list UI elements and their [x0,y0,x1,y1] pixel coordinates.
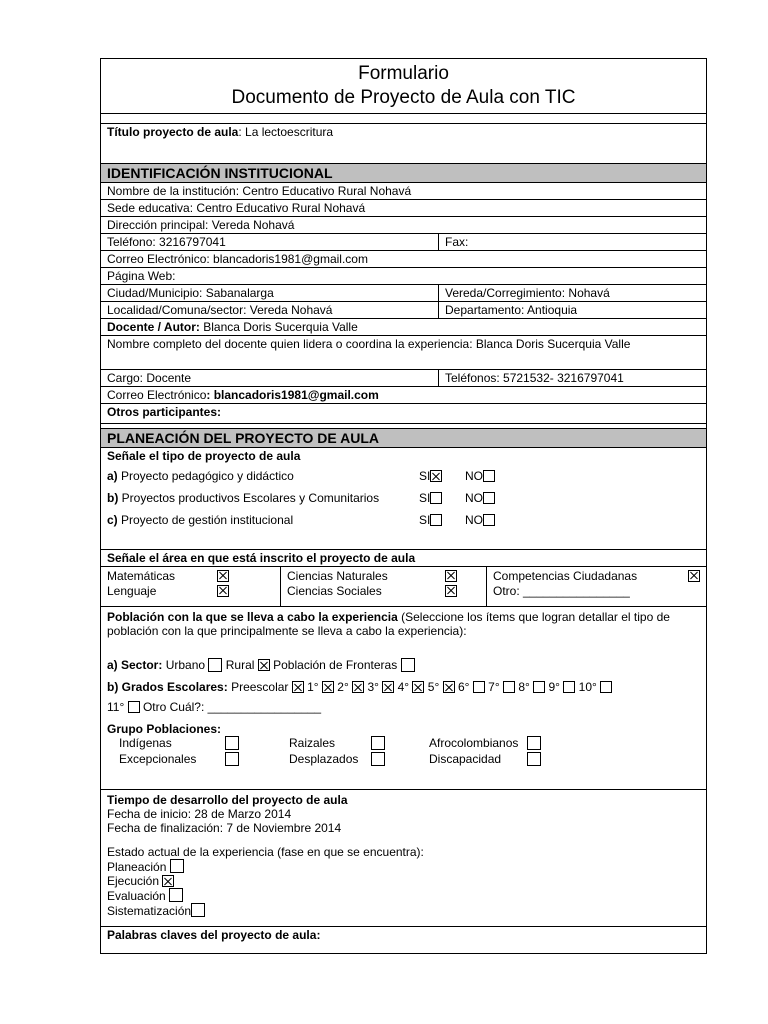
palabras-row [101,927,706,953]
area-otro: Otro: ________________ [493,583,630,598]
grado-5-checkbox[interactable] [443,681,455,693]
grado-6-label: 6° [457,680,470,694]
ciudadanas-checkbox[interactable] [688,570,700,582]
ciudad-vereda-row [101,285,706,302]
tiempo-block [101,790,706,927]
grupo-grid [107,736,700,766]
fecha-inicio: Fecha de inicio: 28 de Marzo 2014 [107,807,292,821]
grupo-label: Grupo Poblaciones: [107,722,222,736]
grado-9-checkbox[interactable] [563,681,575,693]
grado-3-checkbox[interactable] [382,681,394,693]
pagina-web-row: Página Web: [101,268,706,285]
otro-cual: Otro Cuál?: _________________ [142,700,322,714]
si-label: SI [419,513,431,527]
urbano-label: Urbano [165,658,206,672]
area-label: Señale el área en que está inscrito el proyecto de aula [107,551,416,565]
area-ciudadanas: Competencias Ciudadanas [493,568,638,583]
area-lenguaje: Lenguaje [107,583,157,598]
no-label: NO [465,469,483,483]
poblacion-label: Población con la que se lleva a cabo la experiencia [107,610,398,624]
desplazados-label: Desplazados [289,752,359,766]
rural-label: Rural [225,658,255,672]
tipo-a-text: Proyecto pedagógico y didáctico [117,469,294,483]
grado-11-label: 11° [107,700,125,714]
grado-1-checkbox[interactable] [322,681,334,693]
docente-value: Blanca Doris Sucerquia Valle [199,320,358,334]
area-naturales: Ciencias Naturales [287,568,388,583]
direccion-row: Dirección principal: Vereda Nohavá [101,217,706,234]
grado-4-label: 4° [397,680,410,694]
project-title-row [101,124,706,164]
fase-planeacion-checkbox[interactable] [170,859,184,873]
nombre-completo-row: Nombre completo del docente quien lidera o coordina la experiencia: Blanca Doris Sucerquia Valle [101,336,706,370]
estado-label: Estado actual de la experiencia (fase en que se encuentra): [107,845,424,859]
departamento-cell: Departamento: Antioquia [445,303,578,317]
cargo-telefonos-row [101,370,706,387]
si-label: SI [419,469,431,483]
project-title-value: : La lectoescritura [238,125,334,139]
grado-2-checkbox[interactable] [352,681,364,693]
fase-evaluacion-label: Evaluación [107,889,166,903]
raizales-label: Raizales [289,736,336,750]
fecha-fin: Fecha de finalización: 7 de Noviembre 2014 [107,821,342,835]
grados-row [107,680,700,694]
correo2-value: : blancadoris1981@gmail.com [206,388,379,402]
grado-8-label: 8° [518,680,530,694]
rural-checkbox[interactable] [258,659,270,671]
tipo-a-letter: a) [107,469,118,483]
form-subtitle: Documento de Proyecto de Aula con TIC [231,87,576,108]
grado-10-checkbox[interactable] [600,681,612,693]
sector-row [107,658,700,672]
grado-4-checkbox[interactable] [412,681,424,693]
docente-row [101,319,706,336]
grado-8-checkbox[interactable] [533,681,545,693]
excepcionales-checkbox[interactable] [225,752,239,766]
no-label: NO [465,513,483,527]
form-header [101,59,706,114]
tipo-proyecto-block [101,448,706,550]
tipo-b-row [107,487,700,509]
preescolar-label: Preescolar [231,680,289,694]
fase-ejecucion-checkbox[interactable] [162,875,174,887]
lenguaje-checkbox[interactable] [217,585,229,597]
tipo-c-text: Proyecto de gestión institucional [117,513,294,527]
poblacion-desc: (Seleccione los ítems que logran detallar el tipo de población con la que principalmente se lleva a cabo la experiencia): [107,610,670,638]
telefono-cell: Teléfono: 3216797041 [101,234,439,250]
localidad-cell: Localidad/Comuna/sector: Vereda Nohavá [101,302,439,318]
grado-3-label: 3° [367,680,379,694]
fase-planeacion-label: Planeación [107,860,167,874]
indigenas-label: Indígenas [119,736,172,750]
afro-checkbox[interactable] [527,736,541,750]
tipo-c-row [107,509,700,531]
grado-7-label: 7° [488,680,500,694]
grado-5-label: 5° [427,680,440,694]
grado-1-label: 1° [307,680,319,694]
urbano-checkbox[interactable] [208,658,222,672]
tipo-b-text: Proyectos productivos Escolares y Comunitarios [118,491,380,505]
tipo-a-row [107,465,700,487]
poblacion-intro [107,610,700,638]
otros-row [101,404,706,424]
fase-sistematizacion-label: Sistematización [107,904,192,918]
tipo-proyecto-label: Señale el tipo de proyecto de aula [107,449,301,463]
tipo-a-si-checkbox[interactable] [430,470,442,482]
identificacion-heading: IDENTIFICACIÓN INSTITUCIONAL [101,164,706,183]
grado-9-label: 9° [548,680,560,694]
tipo-c-letter: c) [107,513,118,527]
telefono-fax-row [101,234,706,251]
sede-row: Sede educativa: Centro Educativo Rural Nohavá [101,200,706,217]
grado-11-row [107,700,700,714]
fase-sistematizacion-checkbox[interactable] [191,903,205,917]
fronteras-label: Población de Fronteras [273,658,398,672]
tipo-b-si-checkbox[interactable] [430,492,442,504]
grado-10-label: 10° [578,680,597,694]
discapacidad-checkbox[interactable] [527,752,541,766]
palabras-label: Palabras claves del proyecto de aula: [107,928,321,942]
desplazados-checkbox[interactable] [371,752,385,766]
area-sociales: Ciencias Sociales [287,583,382,598]
planeacion-heading: PLANEACIÓN DEL PROYECTO DE AULA [101,429,706,448]
correo2-row [101,387,706,404]
spacer [101,114,706,124]
otros-label: Otros participantes: [107,405,222,419]
fax-cell: Fax: [445,235,469,249]
grado-6-checkbox[interactable] [473,681,485,693]
project-form [100,58,707,954]
grados-label: b) Grados Escolares: [107,680,228,694]
cargo-cell: Cargo: Docente [101,370,439,386]
telefonos-cell: Teléfonos: 5721532- 3216797041 [445,371,624,385]
vereda-cell: Vereda/Corregimiento: Nohavá [445,286,610,300]
docente-label: Docente / Autor: [107,320,200,334]
fase-ejecucion-label: Ejecución [107,874,160,888]
fronteras-checkbox[interactable] [401,658,415,672]
tipo-c-si-checkbox[interactable] [430,514,442,526]
si-label: SI [419,491,431,505]
grado-7-checkbox[interactable] [503,681,515,693]
grado-11-checkbox[interactable] [128,701,140,713]
correo2-label: Correo Electrónico [107,388,207,402]
area-matematicas: Matemáticas [107,568,176,583]
sector-label: a) Sector: [107,658,163,672]
tiempo-label: Tiempo de desarrollo del proyecto de aula [107,793,348,807]
matematicas-checkbox[interactable] [217,570,229,582]
form-title: Formulario [358,63,449,84]
fase-evaluacion-checkbox[interactable] [169,888,183,902]
poblacion-block [101,607,706,790]
tipo-b-letter: b) [107,491,119,505]
localidad-departamento-row [101,302,706,319]
excepcionales-label: Excepcionales [119,752,197,766]
indigenas-checkbox[interactable] [225,736,239,750]
grado-2-label: 2° [337,680,349,694]
tipo-a-no-checkbox[interactable] [483,470,495,482]
discapacidad-label: Discapacidad [429,752,502,766]
ciudad-cell: Ciudad/Municipio: Sabanalarga [101,285,439,301]
raizales-checkbox[interactable] [371,736,385,750]
institucion-row: Nombre de la institución: Centro Educativo Rural Nohavá [101,183,706,200]
tipo-c-no-checkbox[interactable] [483,514,495,526]
afro-label: Afrocolombianos [429,736,519,750]
area-label-row [101,550,706,567]
project-title-label: Título proyecto de aula [107,125,239,139]
preescolar-checkbox[interactable] [292,681,304,693]
naturales-checkbox[interactable] [445,570,457,582]
sociales-checkbox[interactable] [445,585,457,597]
no-label: NO [465,491,483,505]
areas-row [101,567,706,607]
tipo-b-no-checkbox[interactable] [483,492,495,504]
correo-row: Correo Electrónico: blancadoris1981@gmail.com [101,251,706,268]
